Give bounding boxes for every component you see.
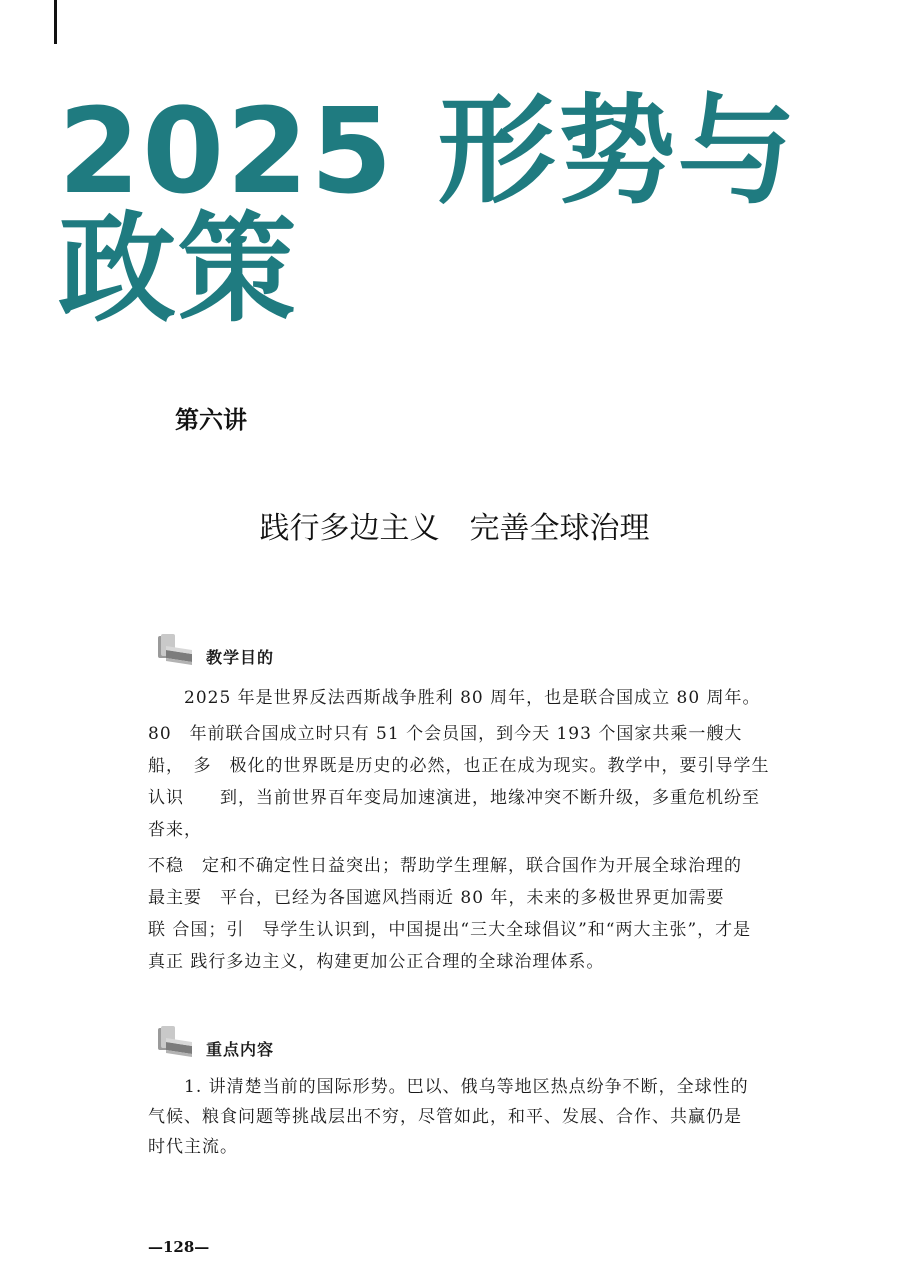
text-line: 真正 践行多边主义，构建更加公正合理的全球治理体系。 <box>148 952 605 972</box>
books-icon <box>152 632 196 668</box>
margin-rule <box>54 0 57 44</box>
lecture-number: 第六讲 <box>175 406 247 434</box>
text-line: 联 合国；引 导学生认识到，中国提出“三大全球倡议”和“两大主张”，才是 <box>148 920 752 940</box>
books-icon <box>152 1024 196 1060</box>
book-title-line-1: 2025 形势与 <box>58 82 798 220</box>
text-line: 最主要 平台，已经为各国遮风挡雨近 80 年，未来的多极世界更加需要 <box>148 888 725 908</box>
lecture-title: 践行多边主义 完善全球治理 <box>259 511 650 546</box>
text-line: 认识 到，当前世界百年变局加速演进，地缘冲突不断升级，多重危机纷至 <box>148 788 760 808</box>
text-line: 沓来， <box>148 820 202 840</box>
book-title-line-2: 政策 <box>58 200 299 338</box>
text-line: 不稳 定和不确定性日益突出；帮助学生理解，联合国作为开展全球治理的 <box>148 856 742 876</box>
text-line: 气候、粮食问题等挑战层出不穷，尽管如此，和平、发展、合作、共赢仍是 <box>148 1107 742 1127</box>
page-number: —128— <box>148 1238 210 1256</box>
text-line: 1. 讲清楚当前的国际形势。巴以、俄乌等地区热点纷争不断，全球性的 <box>148 1077 749 1097</box>
section-heading-objectives <box>152 632 274 668</box>
section-heading-key-content <box>152 1024 274 1060</box>
section-heading-label: 教学目的 <box>206 648 275 667</box>
book-title <box>58 82 858 338</box>
key-content-paragraph <box>148 1072 778 1162</box>
text-line: 时代主流。 <box>148 1137 238 1157</box>
text-line: 船， 多 极化的世界既是历史的必然，也正在成为现实。教学中，要引导学生 <box>148 756 770 776</box>
section-heading-label: 重点内容 <box>206 1040 275 1059</box>
objectives-paragraph <box>148 682 778 978</box>
text-line: 2025 年是世界反法西斯战争胜利 80 周年，也是联合国成立 80 周年。 <box>148 688 761 708</box>
text-line: 80 年前联合国成立时只有 51 个会员国，到今天 193 个国家共乘一艘大 <box>148 724 743 744</box>
